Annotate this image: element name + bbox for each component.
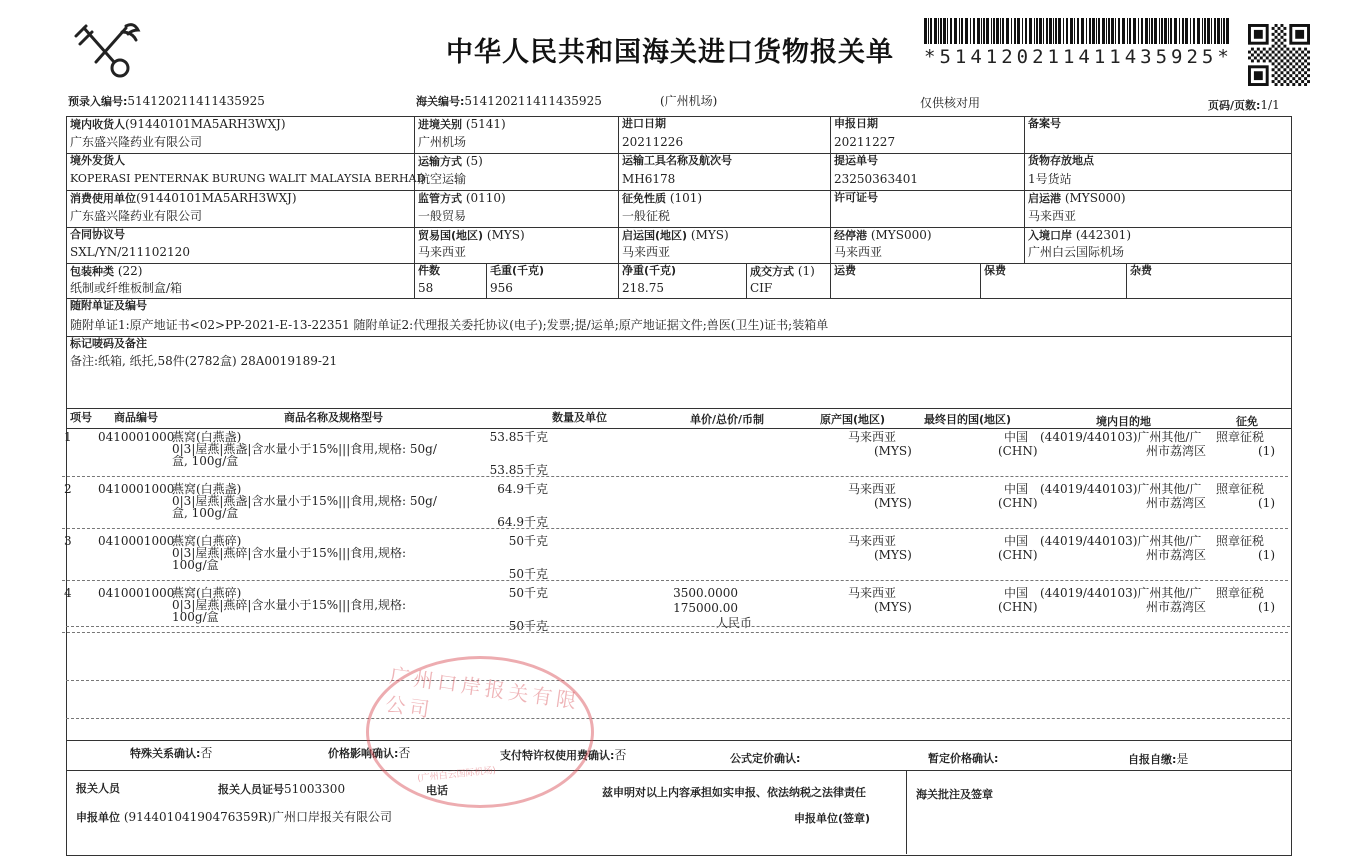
storage: 1号货站 xyxy=(1028,172,1072,186)
barcode-text: *514120211411435925* xyxy=(924,46,1233,68)
dep-country: 马来西亚 xyxy=(622,245,671,259)
record-no-label: 备案号 xyxy=(1028,117,1061,130)
bill: 23250363401 xyxy=(834,172,918,186)
vehicle-label: 运输工具名称及航次号 xyxy=(622,154,732,167)
self-pay: 自报自缴:是 xyxy=(1128,752,1189,766)
col-dest-place: 境内目的地 xyxy=(1096,415,1151,428)
declare-date: 20211227 xyxy=(834,135,896,149)
declarant-label: 报关人员 xyxy=(76,782,120,795)
item-place-cont: 州市荔湾区 xyxy=(1146,548,1207,562)
item-spec-cont: 100g/盒 xyxy=(172,610,219,624)
item-no: 1 xyxy=(64,430,72,444)
verify-note: 仅供核对用 xyxy=(920,96,981,110)
item-levy-code: (1) xyxy=(1258,548,1275,562)
declarant-code: 报关人员证号51003300 xyxy=(218,782,346,796)
item-levy-code: (1) xyxy=(1258,600,1275,614)
customs-sign-label: 海关批注及签章 xyxy=(916,788,993,801)
item-origin-code: (MYS) xyxy=(874,496,912,510)
levy: 一般征税 xyxy=(622,209,671,223)
item-dest: 中国 xyxy=(1004,430,1029,444)
item-place: (44019/440103)广州其他/广 xyxy=(1040,482,1202,496)
transport-mode-label: 运输方式 (5) xyxy=(418,154,483,168)
supervision-label: 监管方式 (0110) xyxy=(418,191,506,205)
user-label: 消费使用单位(91440101MA5ARH3WXJ) xyxy=(70,191,297,205)
transit-label: 经停港 (MYS000) xyxy=(834,228,932,242)
gross: 956 xyxy=(490,281,513,295)
item-spec: 0|3|屋燕|燕盏|含水量小于15%|||食用,规格: 50g/ xyxy=(172,442,437,456)
item-row xyxy=(62,534,1288,582)
declare-unit: 申报单位 (91440104190476359R)广州口岸报关有限公司 xyxy=(76,810,393,824)
item-place: (44019/440103)广州其他/广 xyxy=(1040,586,1202,600)
item-levy-code: (1) xyxy=(1258,444,1275,458)
item-place-cont: 州市荔湾区 xyxy=(1146,600,1207,614)
col-name: 商品名称及规格型号 xyxy=(284,411,383,424)
dep-port-label: 启运港 (MYS000) xyxy=(1028,191,1126,205)
customs-number: 海关编号:514120211411435925 xyxy=(416,94,602,108)
entry-port: 广州白云国际机场 xyxy=(1028,245,1125,259)
item-qty-legal: 64.9千克 xyxy=(497,515,548,529)
license-label: 许可证号 xyxy=(834,191,878,204)
supervision: 一般贸易 xyxy=(418,209,467,223)
item-name: 燕窝(白燕盏) xyxy=(172,430,242,444)
provisional-price: 暂定价格确认: xyxy=(928,752,999,765)
item-row xyxy=(62,482,1288,530)
col-code: 商品编号 xyxy=(114,411,158,424)
col-price: 单价/总价/币制 xyxy=(690,413,765,426)
user-name: 广东盛兴隆药业有限公司 xyxy=(70,209,203,223)
item-spec-cont: 100g/盒 xyxy=(172,558,219,572)
phone-label: 电话 xyxy=(426,784,448,797)
transport-mode: 航空运输 xyxy=(418,172,467,186)
pieces-label: 件数 xyxy=(418,264,440,277)
vehicle: MH6178 xyxy=(622,172,676,186)
docs-value: 随附单证1:原产地证书<02>PP-2021-E-13-22351 随附单证2:代理报关委托协议(电子);发票;提/运单;原产地证据文件;兽医(卫生)证书;装箱单 xyxy=(70,318,829,332)
dep-country-label: 启运国(地区) (MYS) xyxy=(622,228,729,242)
item-origin-code: (MYS) xyxy=(874,444,912,458)
declare-unit-seal: 申报单位(签章) xyxy=(794,812,871,825)
price-influence: 价格影响确认:否 xyxy=(328,746,411,760)
item-code: 0410001000 xyxy=(98,534,175,548)
bill-label: 提运单号 xyxy=(834,154,878,167)
item-origin: 马来西亚 xyxy=(848,534,897,548)
item-levy: 照章征税 xyxy=(1216,482,1265,496)
item-no: 3 xyxy=(64,534,72,548)
item-levy: 照章征税 xyxy=(1216,430,1265,444)
item-row xyxy=(62,430,1288,478)
item-dest-code: (CHN) xyxy=(998,496,1038,510)
item-dest: 中国 xyxy=(1004,534,1029,548)
item-spec: 0|3|屋燕|燕碎|含水量小于15%|||食用,规格: xyxy=(172,598,407,612)
statement: 兹申明对以上内容承担如实申报、依法纳税之法律责任 xyxy=(602,786,866,799)
item-place-cont: 州市荔湾区 xyxy=(1146,444,1207,458)
import-date: 20211226 xyxy=(622,135,684,149)
storage-label: 货物存放地点 xyxy=(1028,154,1094,167)
barcode xyxy=(924,18,1232,44)
consignee-label: 境内收货人(91440101MA5ARH3WXJ) xyxy=(70,117,286,131)
item-code: 0410001000 xyxy=(98,430,175,444)
item-origin: 马来西亚 xyxy=(848,586,897,600)
package-label: 包装种类 (22) xyxy=(70,264,143,278)
item-qty-legal: 53.85千克 xyxy=(489,463,548,477)
contract-label: 合同协议号 xyxy=(70,228,125,241)
item-code: 0410001000 xyxy=(98,482,175,496)
item-qty: 50千克 xyxy=(508,586,548,600)
net-label: 净重(千克) xyxy=(622,264,677,277)
entry-office-name: 广州机场 xyxy=(418,135,467,149)
item-levy: 照章征税 xyxy=(1216,534,1265,548)
item-dest-code: (CHN) xyxy=(998,548,1038,562)
item-name: 燕窝(白燕碎) xyxy=(172,534,242,548)
item-qty: 53.85千克 xyxy=(489,430,548,444)
item-qty: 64.9千克 xyxy=(497,482,548,496)
levy-label: 征免性质 (101) xyxy=(622,191,703,205)
qr-code xyxy=(1248,24,1310,86)
item-qty: 50千克 xyxy=(508,534,548,548)
item-origin: 马来西亚 xyxy=(848,430,897,444)
item-place: (44019/440103)广州其他/广 xyxy=(1040,534,1202,548)
item-code: 0410001000 xyxy=(98,586,175,600)
item-qty-legal: 50千克 xyxy=(508,567,548,581)
item-origin-code: (MYS) xyxy=(874,600,912,614)
col-no: 项号 xyxy=(70,411,92,424)
item-price: 3500.0000 xyxy=(673,586,738,600)
import-date-label: 进口日期 xyxy=(622,117,666,130)
item-origin: 马来西亚 xyxy=(848,482,897,496)
company-seal-stamp: 广州口岸报关有限公司 (广州白云国际机场) xyxy=(366,656,594,808)
item-no: 4 xyxy=(64,586,72,600)
customs-emblem-logo xyxy=(70,18,142,80)
entry-office-label: 进境关别 (5141) xyxy=(418,117,506,131)
insurance-label: 保费 xyxy=(984,264,1006,277)
item-dest-code: (CHN) xyxy=(998,444,1038,458)
page-number: 页码/页数:1/1 xyxy=(1208,98,1280,112)
item-no: 2 xyxy=(64,482,72,496)
col-levy: 征免 xyxy=(1236,415,1258,428)
consignee-name: 广东盛兴隆药业有限公司 xyxy=(70,135,203,149)
item-name: 燕窝(白燕盏) xyxy=(172,482,242,496)
item-origin-code: (MYS) xyxy=(874,548,912,562)
trade-country-label: 贸易国(地区) (MYS) xyxy=(418,228,525,242)
declare-date-label: 申报日期 xyxy=(834,117,878,130)
transit: 马来西亚 xyxy=(834,245,883,259)
document-title: 中华人民共和国海关进口货物报关单 xyxy=(446,37,894,68)
item-levy-code: (1) xyxy=(1258,496,1275,510)
item-place: (44019/440103)广州其他/广 xyxy=(1040,430,1202,444)
shipper-name: KOPERASI PENTERNAK BURUNG WALIT MALAYSIA BERHAD xyxy=(70,172,426,185)
marks-label: 标记唛码及备注 xyxy=(70,337,147,350)
item-name: 燕窝(白燕碎) xyxy=(172,586,242,600)
docs-label: 随附单证及编号 xyxy=(70,299,147,312)
contract: SXL/YN/211102120 xyxy=(70,245,190,259)
net: 218.75 xyxy=(622,281,664,295)
pieces: 58 xyxy=(418,281,434,295)
deal: CIF xyxy=(750,281,773,295)
item-spec-cont: 盒, 100g/盒 xyxy=(172,454,239,468)
item-spec: 0|3|屋燕|燕盏|含水量小于15%|||食用,规格: 50g/ xyxy=(172,494,437,508)
item-currency: 人民币 xyxy=(715,616,752,630)
col-qty: 数量及单位 xyxy=(552,411,607,424)
trade-country: 马来西亚 xyxy=(418,245,467,259)
misc-label: 杂费 xyxy=(1130,264,1152,277)
col-origin: 原产国(地区) xyxy=(820,413,886,426)
deal-label: 成交方式 (1) xyxy=(750,264,815,278)
item-total: 175000.00 xyxy=(673,601,738,615)
item-spec-cont: 盒, 100g/盒 xyxy=(172,506,239,520)
item-qty-legal: 50千克 xyxy=(508,619,548,633)
marks-value: 备注:纸箱, 纸托,58件(2782盒) 28A0019189-21 xyxy=(70,354,338,368)
col-dest-country: 最终目的国(地区) xyxy=(924,413,1012,426)
freight-label: 运费 xyxy=(834,264,856,277)
item-dest: 中国 xyxy=(1004,482,1029,496)
shipper-label: 境外发货人 xyxy=(70,154,125,167)
gross-label: 毛重(千克) xyxy=(490,264,545,277)
item-dest: 中国 xyxy=(1004,586,1029,600)
formula-price: 公式定价确认: xyxy=(730,752,801,765)
port-note: (广州机场) xyxy=(660,94,718,108)
special-relation: 特殊关系确认:否 xyxy=(130,746,213,760)
item-levy: 照章征税 xyxy=(1216,586,1265,600)
item-place-cont: 州市荔湾区 xyxy=(1146,496,1207,510)
dep-port: 马来西亚 xyxy=(1028,209,1077,223)
pre-entry-number: 预录入编号:514120211411435925 xyxy=(68,94,265,108)
royalty: 支付特许权使用费确认:否 xyxy=(500,748,627,762)
item-dest-code: (CHN) xyxy=(998,600,1038,614)
package: 纸制或纤维板制盒/箱 xyxy=(70,281,183,295)
entry-port-label: 入境口岸 (442301) xyxy=(1028,228,1131,242)
item-spec: 0|3|屋燕|燕碎|含水量小于15%|||食用,规格: xyxy=(172,546,407,560)
